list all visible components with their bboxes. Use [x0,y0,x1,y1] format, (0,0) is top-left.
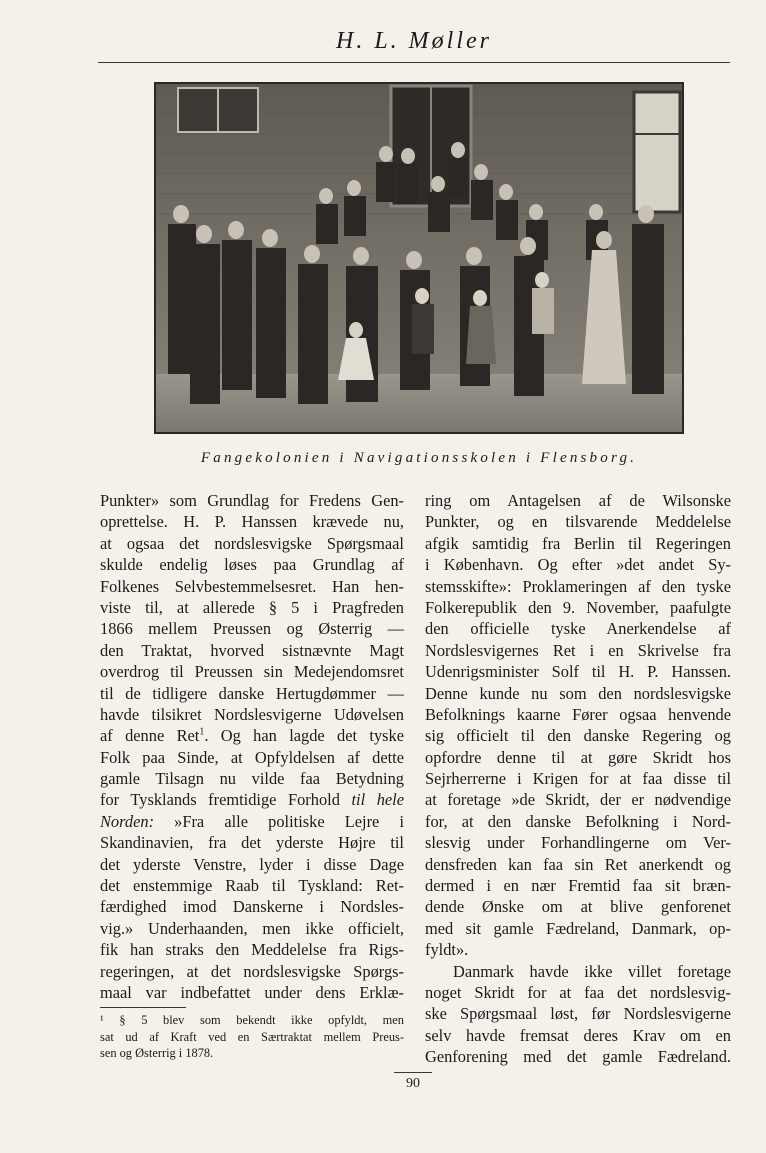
text-line: ske Spørgsmaal løst, før Nordslesvigerne [425,1004,731,1024]
header-rule [98,62,730,63]
text-line: opfordre denne til at gøre Skridt hos [425,747,731,767]
footnote-line: sen og Østerrig i 1878. [100,1046,214,1061]
footnote-rule [100,1007,186,1008]
text-line: det enstemmige Raab til Tyskland: Ret- [100,876,404,896]
text-line: regeringen, at det nordslesvigske Spørgs- [100,961,404,981]
text-line: stemsskifte»: Proklameringen af den tyske [425,576,731,596]
text-line: ring om Antagelsen af de Wilsonske [425,491,731,510]
text-column-right [425,490,731,1068]
text-line: Sejrherrerne i Krigen for at faa disse til [425,769,731,789]
page-number: 90 [406,1076,420,1091]
italic-phrase: Norden: [100,811,155,831]
text-line: Folkerepublik den 9. November, paafulgte [425,597,731,617]
text-line: færdighed imod Danskerne i Nordsles- [100,897,404,917]
text-line: gamle Tilsagn nu vilde faa Betydning [100,769,404,789]
footnote-marker[interactable]: 1 [199,726,205,738]
text-line: Denne kunde nu som den nordslesvigske [425,683,731,703]
text-line: Punkter» som Grundlag for Fredens Gen- [100,491,404,510]
text-line: skulde endelig løses paa Grundlag af [100,555,404,575]
text-fragment: »Fra alle politiske Lejre i [154,811,404,831]
running-header: H. L. Møller [336,28,492,54]
text-line-with-italic [100,789,404,810]
text-fragment: af denne Ret [100,726,200,746]
text-line: 1866 mellem Preussen og Østerrig — [100,619,404,639]
text-fragment: . Og han lagde det tyske [204,726,405,746]
text-line: fyldt». [425,940,469,960]
text-line: Danmark havde ikke villet foretage [453,961,731,981]
text-line: den officielle tyske Anerkendelse af [425,619,731,639]
text-line: Genforening med det gamle Fædreland. [425,1047,731,1067]
text-line: Udenrigsminister Solf til H. P. Hanssen. [425,662,731,682]
text-line: den Traktat, hvorved sistnævnte Magt [100,640,404,660]
footnote [100,1012,404,1062]
text-line: Befolknings kaarne Fører ogsaa henvende [425,704,731,724]
text-line: noget Skridt for at faa det nordslesvig- [425,982,731,1002]
text-line: dende Ønske om at blive genforenet [425,897,731,917]
text-line: vig.» Underhaanden, men ikke officielt, [100,918,404,938]
text-line: det yderste Venstre, lyder i disse Dage [100,854,404,874]
text-line: overdrog til Preussen sin Medejendomsret [100,662,404,682]
text-line-with-italic [100,811,404,832]
text-line: med sit gamle Fædreland, Danmark, op- [425,918,731,938]
italic-phrase: til hele [351,790,404,810]
text-line: sig officielt til den danske Regering og [425,726,731,746]
text-fragment: for Tysklands fremtidige Forhold [100,790,352,810]
text-line: afgik samtidig fra Berlin til Regeringen [425,533,731,553]
footnote-line: sat ud af Kraft ved en Særtraktat mellem Preus- [100,1029,404,1044]
photo-caption: Fangekolonien i Navigationsskolen i Flensborg. [200,450,638,466]
text-line: at foretage »de Skridt, der er nødvendige [425,790,731,810]
text-line: Nordslesvigernes Ret i en Skrivelse fra [425,640,731,660]
text-line: dermed i en nær Fremtid faa sit bræn- [425,876,731,896]
footnote-line: ¹ § 5 blev som bekendt ikke opfyldt, men [100,1013,404,1027]
page-number-rule [394,1072,432,1073]
text-line: at ogsaa det nordslesvigske Spørgsmaal [100,533,404,553]
text-line: viste til, at allerede § 5 i Pragfreden [100,597,404,617]
text-line: fik han straks den Meddelelse fra Rigs- [100,940,404,960]
text-line-with-footnote [100,725,404,746]
text-line: Skandinavien, fra det yderste Højre til [100,833,404,853]
text-line: densfreden kan faa sin Ret anerkendt og [425,854,731,874]
text-line: for, at den danske Befolkning i Nord- [425,811,731,831]
text-line: Folkenes Selvbestemmelsesret. Han hen- [100,576,404,596]
text-line: oprettelse. H. P. Hanssen krævede nu, [100,512,404,532]
text-line: i København. Og efter »det andet Sy- [425,555,731,575]
text-line: havde tilsikret Nordslesvigerne Udøvelsen [100,704,404,724]
text-line: Punkter, og en tilsvarende Meddelelse [425,512,731,532]
text-line: maal var indbefattet under dens Erklæ- [100,982,404,1002]
text-column-left [100,490,404,1003]
text-line: selv havde fremsat deres Krav om en [425,1025,731,1045]
text-line: til de tidligere danske Hertugdømmer — [100,683,404,703]
group-photograph [154,82,684,434]
text-line: slesvig under Forhandlingerne om Ver- [425,833,731,853]
text-line: Folk paa Sinde, at Opfyldelsen af dette [100,747,404,767]
